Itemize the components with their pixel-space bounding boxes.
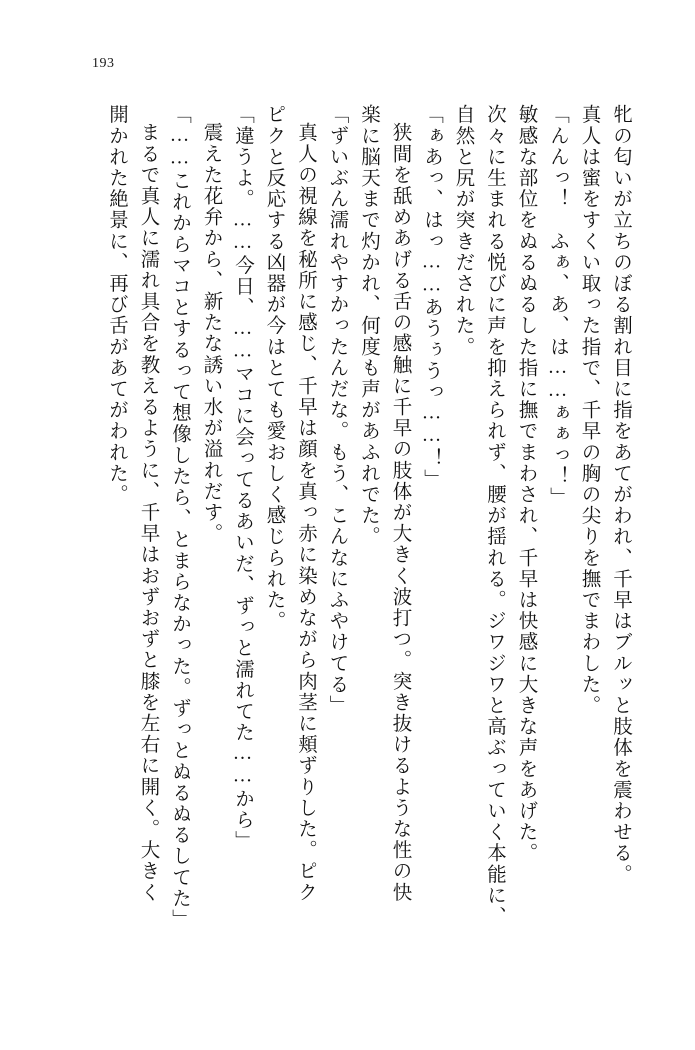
text-column: 「ずいぶん濡れやすかったんだな。もう、こんなにふやけてる」 <box>326 104 348 716</box>
text-column: 「……これからマコとするって想像したら、とまらなかった。ずっとぬるぬるしてた」 <box>169 104 190 930</box>
vertical-text-body <box>62 104 636 988</box>
text-column: 「んんっ！ ふぁ、あ、は……ぁぁっ！」 <box>547 104 568 508</box>
text-column: ピクと反応する凶器が今はとても愛おしく感じられた。 <box>263 104 285 632</box>
text-column: 震えた花弁から、新たな誘い水が溢れだす。 <box>200 122 222 544</box>
text-column: 敏感な部位をぬるぬるした指に撫でまわされ、千早は快感に大きな声をあげた。 <box>515 104 537 864</box>
text-column: まるで真人に濡れ具合を教えるように、千早はおずおずと膝を左右に開く。大きく <box>137 122 159 903</box>
text-column: 自然と尻が突きだされた。 <box>452 104 474 358</box>
text-column: 牝の匂いが立ちのぼる割れ目に指をあてがわれ、千早はブルッと肢体を震わせる。 <box>610 104 631 885</box>
page-number: 193 <box>92 56 115 71</box>
text-column: 次々に生まれる悦びに声を抑えられず、腰が揺れる。ジワジワと高ぶっていく本能に、 <box>484 104 505 927</box>
text-column: 真人の視線を秘所に感じ、千早は顔を真っ赤に染めながら肉茎に頬ずりした。ピク <box>295 122 316 903</box>
text-column: 「違うよ。……今日、……マコに会ってるあいだ、ずっと濡れてた……から」 <box>232 104 253 852</box>
text-column: 楽に脳天まで灼かれ、何度も声があふれでた。 <box>358 104 379 548</box>
text-column: 狭間を舐めあげる舌の感触に千早の肢体が大きく波打つ。突き抜けるような性の快 <box>389 122 411 903</box>
text-column: 真人は蜜をすくい取った指で、千早の胸の尖りを撫でまわした。 <box>578 104 600 716</box>
text-column: 「ぁあっ、はっ……あうぅうっ……！」 <box>421 104 442 490</box>
text-column: 開かれた絶景に、再び舌があてがわれた。 <box>106 104 127 505</box>
